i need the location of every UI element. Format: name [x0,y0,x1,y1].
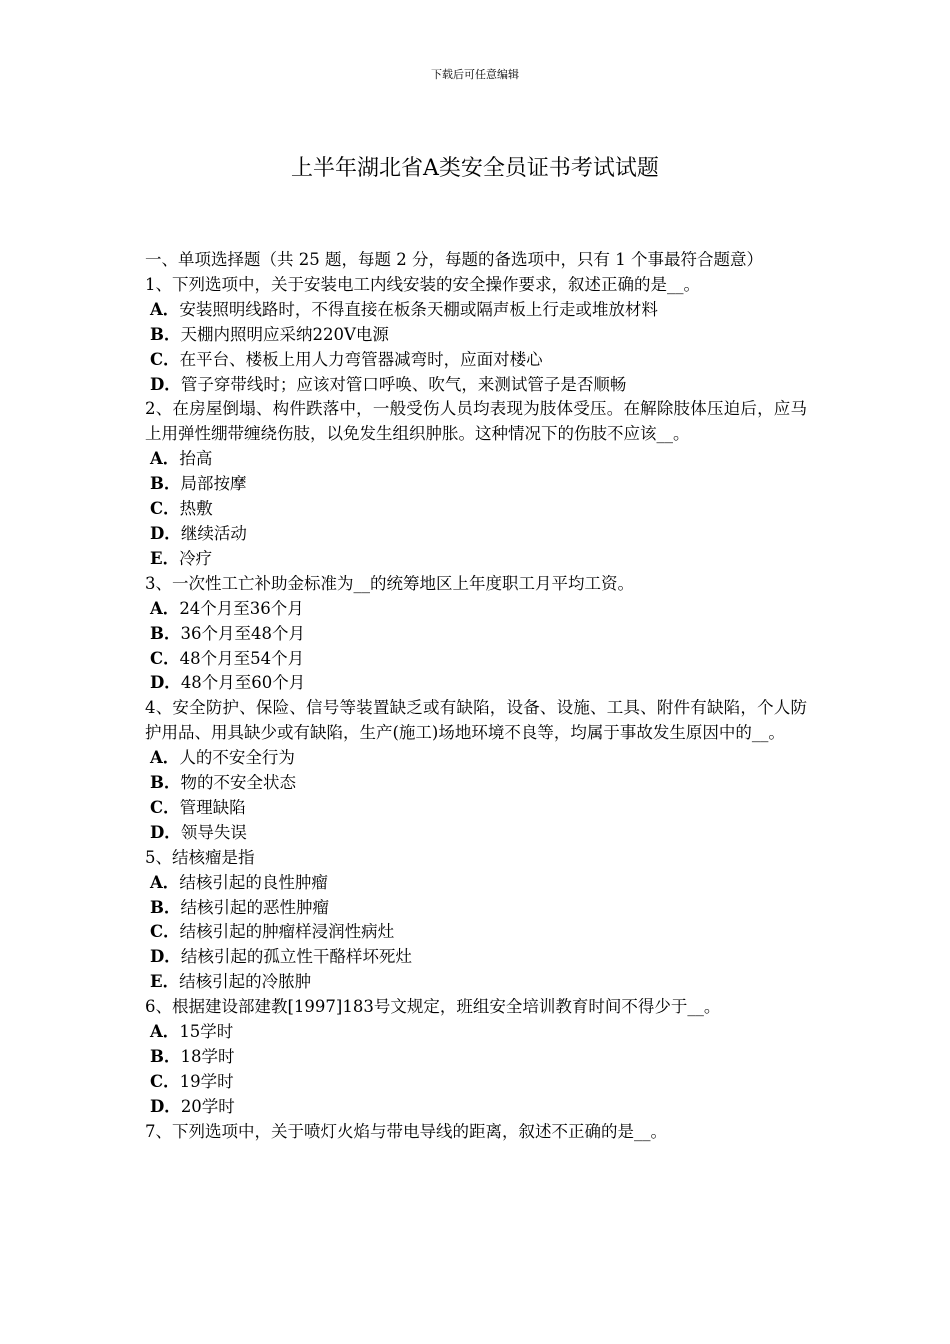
answer-option [145,647,807,672]
option-text: 结核引起的恶性肿瘤 [180,897,329,917]
option-letter: C． [150,797,180,817]
answer-option [145,970,807,995]
answer-option [145,771,807,796]
question-stem: 7、下列选项中，关于喷灯火焰与带电导线的距离，叙述不正确的是__。 [145,1121,667,1141]
option-letter: D． [150,947,181,967]
option-text: 19学时 [179,1071,234,1091]
option-text: 在平台、楼板上用人力弯管器减弯时，应面对楼心 [179,349,543,369]
option-letter: C． [150,1071,180,1091]
answer-option [145,821,807,846]
question-list [145,273,807,1145]
option-text: 结核引起的冷脓肿 [179,972,312,992]
answer-option [145,373,807,398]
answer-option [145,920,807,945]
answer-option [145,1070,807,1095]
document-title: 上半年湖北省A类安全员证书考试试题 [291,156,659,181]
option-text: 结核引起的孤立性干酪样坏死灶 [180,947,412,967]
answer-option [145,597,807,622]
option-letter: C． [150,349,180,369]
answer-option [145,522,807,547]
option-text: 结核引起的肿瘤样浸润性病灶 [179,922,395,942]
option-text: 48个月至54个月 [179,648,305,668]
option-text: 管理缺陷 [179,797,246,817]
option-letter: A． [150,1022,180,1042]
page-header-note: 下载后可任意编辑 [431,68,519,81]
answer-option [145,622,807,647]
answer-option [145,348,807,373]
section-heading: 一、单项选择题（共 25 题，每题 2 分，每题的备选项中，只有 1 个事最符合题意） [145,250,763,269]
option-letter: A． [150,748,180,768]
answer-option [145,323,807,348]
answer-option [145,298,807,323]
option-text: 管子穿带线时；应该对管口呼唤、吹气，来测试管子是否顺畅 [180,374,627,394]
option-letter: B． [150,897,181,917]
option-letter: B． [150,623,181,643]
option-letter: C． [150,922,180,942]
question-stem: 3、一次性工亡补助金标准为__的统筹地区上年度职工月平均工资。 [145,573,634,593]
option-letter: A． [150,872,180,892]
answer-option [145,871,807,896]
question-stem: 1、下列选项中，关于安装电工内线安装的安全操作要求，叙述正确的是__。 [145,274,700,294]
option-letter: C． [150,648,180,668]
option-letter: D． [150,374,181,394]
option-text: 18学时 [180,1047,235,1066]
question-stem: 4、安全防护、保险、信号等装置缺乏或有缺陷，设备、设施、工具、附件有缺陷，个人防护用品、用具缺少或有缺陷，生产(施工)场地环境不良等，均属于事故发生原因中的__。 [145,698,807,743]
answer-option [145,1020,807,1045]
exam-content [145,248,807,1145]
option-text: 热敷 [179,499,213,519]
option-text: 天棚内照明应采纳220V电源 [180,324,389,344]
option-text: 结核引起的良性肿瘤 [179,872,328,892]
option-text: 局部按摩 [180,474,247,494]
option-letter: A． [150,598,180,618]
option-letter: B． [150,773,181,793]
option-text: 15学时 [179,1022,234,1042]
answer-option [145,896,807,921]
option-text: 物的不安全状态 [180,773,296,793]
option-text: 20学时 [180,1096,235,1116]
option-letter: D． [150,822,181,842]
answer-option [145,671,807,696]
answer-option [145,796,807,821]
option-text: 抬高 [179,449,213,469]
option-letter: E． [150,972,180,992]
option-letter: D． [150,523,181,543]
answer-option [145,1095,807,1120]
option-letter: B． [150,474,181,494]
question-stem: 2、在房屋倒塌、构件跌落中，一般受伤人员均表现为肢体受压。在解除肢体压迫后，应马上用弹性绷带缠绕伤肢，以免发生组织肿胀。这种情况下的伤肢不应该__。 [145,399,807,444]
question-stem: 6、根据建设部建教[1997]183号文规定，班组安全培训教育时间不得少于__。 [145,997,721,1017]
option-text: 24个月至36个月 [179,598,304,618]
answer-option [145,497,807,522]
answer-option [145,1045,807,1070]
question-stem: 5、结核瘤是指 [145,847,255,867]
answer-option [145,746,807,771]
option-text: 安装照明线路时，不得直接在板条天棚或隔声板上行走或堆放材料 [179,299,658,319]
option-letter: D． [150,673,181,693]
option-text: 领导失误 [180,822,247,842]
answer-option [145,945,807,970]
answer-option [145,447,807,472]
option-letter: A． [150,299,180,319]
option-text: 36个月至48个月 [180,623,305,643]
option-letter: B． [150,1047,181,1066]
answer-option [145,472,807,497]
option-text: 48个月至60个月 [180,673,306,693]
option-letter: D． [150,1096,181,1116]
option-text: 冷疗 [179,548,213,568]
answer-option [145,547,807,572]
option-letter: C． [150,499,180,519]
option-letter: B． [150,324,181,344]
option-letter: A． [150,449,180,469]
option-text: 继续活动 [180,523,247,543]
option-text: 人的不安全行为 [179,748,295,768]
option-letter: E． [150,548,180,568]
